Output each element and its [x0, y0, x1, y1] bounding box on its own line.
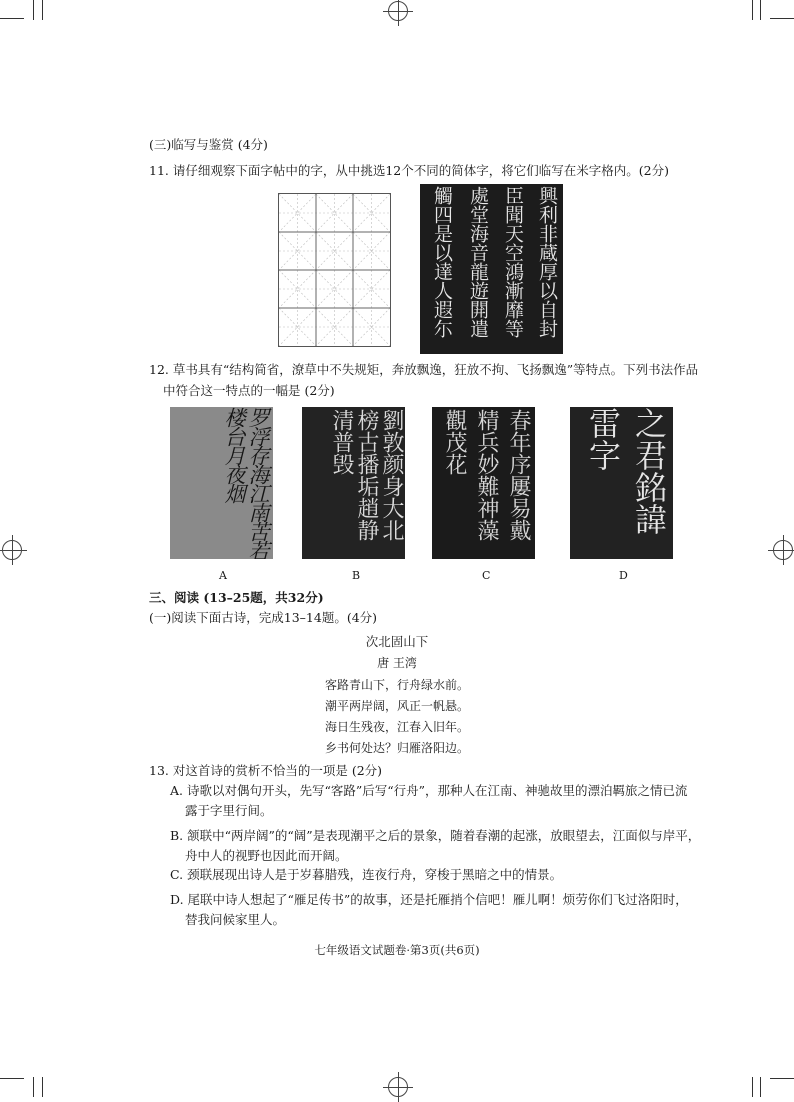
- registration-mark-icon: [388, 1, 408, 21]
- trim-mark: [770, 18, 794, 19]
- copybook-column: 臣聞天空鴻漸靡等: [502, 186, 524, 338]
- trim-mark: [42, 1077, 43, 1097]
- option-label-d: D: [619, 569, 628, 582]
- part-1-heading: (一)阅读下面古诗，完成13–14题。(4分): [149, 610, 378, 625]
- section-3-heading: 三、阅读 (13–25题，共32分): [149, 590, 324, 605]
- mizi-grid-lines: [279, 194, 390, 346]
- poem-line: 潮平两岸阔，风正一帆悬。: [324, 699, 469, 713]
- copybook-rubbing-image: [420, 184, 563, 354]
- mizi-practice-grid[interactable]: [278, 193, 391, 347]
- calligraphy-d-text: 之君銘諱雷字: [584, 407, 668, 535]
- registration-mark-icon: [388, 1077, 408, 1097]
- q13-option-d-line1[interactable]: D. 尾联中诗人想起了“雁足传书”的故事，还是托雁捎个信吧！雁儿啊！烦劳你们飞过洛阳时，: [170, 892, 688, 907]
- section-heading: (三)临写与鉴赏 (4分): [149, 137, 268, 152]
- q13-option-b-line2: 舟中人的视野也因此而开阔。: [185, 848, 348, 863]
- calligraphy-b-text: 劉敦颜身大北榜古播垢趙静清普毁: [329, 409, 404, 541]
- q13-option-b-line1[interactable]: B. 颔联中“两岸阔”的“阔”是表现潮平之后的景象，随着春潮的起涨，放眼望去，江面似与岸平，: [170, 828, 701, 843]
- trim-mark: [33, 1077, 34, 1097]
- question-13-stem: 13. 对这首诗的赏析不恰当的一项是 (2分): [149, 763, 383, 778]
- trim-mark: [33, 0, 34, 20]
- calligraphy-c-text: 春年序屢易戴精兵妙難神藻觀茂花: [442, 409, 531, 541]
- poem-line: 海日生残夜，江春入旧年。: [324, 720, 469, 734]
- calligraphy-a-text: 罗浮存海江南苦若楼台月夜烟: [222, 407, 270, 559]
- question-11-text: 11. 请仔细观察下面字帖中的字，从中挑选12个不同的简体字，将它们临写在米字格内。(2分): [149, 163, 669, 178]
- copybook-column: 處堂海音龍遊䦕遣: [467, 186, 489, 338]
- q13-option-a-line1[interactable]: A. 诗歌以对偶句开头，先写“客路”后写“行舟”，那种人在江南、神驰故里的漂泊羁旅之情已流: [170, 783, 688, 798]
- q13-option-c-line1[interactable]: C. 颈联展现出诗人是于岁暮腊残，连夜行舟，穿梭于黑暗之中的情景。: [170, 867, 563, 882]
- poem-line: 客路青山下，行舟绿水前。: [324, 678, 469, 692]
- q13-option-d-line2: 替我问候家里人。: [185, 912, 286, 927]
- trim-mark: [770, 1078, 794, 1079]
- trim-mark: [42, 0, 43, 20]
- q13-option-a-line2: 露于字里行间。: [185, 803, 273, 818]
- question-12-line1: 12. 草书具有“结构简省，潦草中不失规矩，奔放飘逸，狂放不拘、飞扬飘逸”等特点。下列书法作品: [149, 362, 699, 377]
- registration-mark-icon: [2, 540, 22, 560]
- trim-mark: [0, 1078, 24, 1079]
- option-label-a: A: [219, 569, 227, 582]
- question-12-line2: 中符合这一特点的一幅是 (2分): [163, 383, 335, 398]
- calligraphy-option-c-image[interactable]: [432, 407, 535, 559]
- poem-author: 唐 王湾: [377, 656, 417, 670]
- trim-mark: [760, 1077, 761, 1097]
- calligraphy-option-a-image[interactable]: [170, 407, 273, 559]
- option-label-b: B: [352, 569, 361, 582]
- copybook-column: 觸四是以達人遐尓: [431, 186, 453, 338]
- trim-mark: [760, 0, 761, 20]
- poem-line: 乡书何处达？归雁洛阳边。: [324, 741, 469, 755]
- trim-mark: [0, 18, 24, 19]
- calligraphy-option-b-image[interactable]: [302, 407, 405, 559]
- page-footer: 七年级语文试题卷·第3页(共6页): [314, 943, 480, 957]
- trim-mark: [752, 0, 753, 20]
- option-label-c: C: [482, 569, 491, 582]
- calligraphy-option-d-image[interactable]: [570, 407, 673, 559]
- poem-title: 次北固山下: [365, 634, 429, 649]
- registration-mark-icon: [773, 540, 793, 560]
- copybook-column: 興利非蔵厚以自封: [536, 186, 558, 338]
- trim-mark: [752, 1077, 753, 1097]
